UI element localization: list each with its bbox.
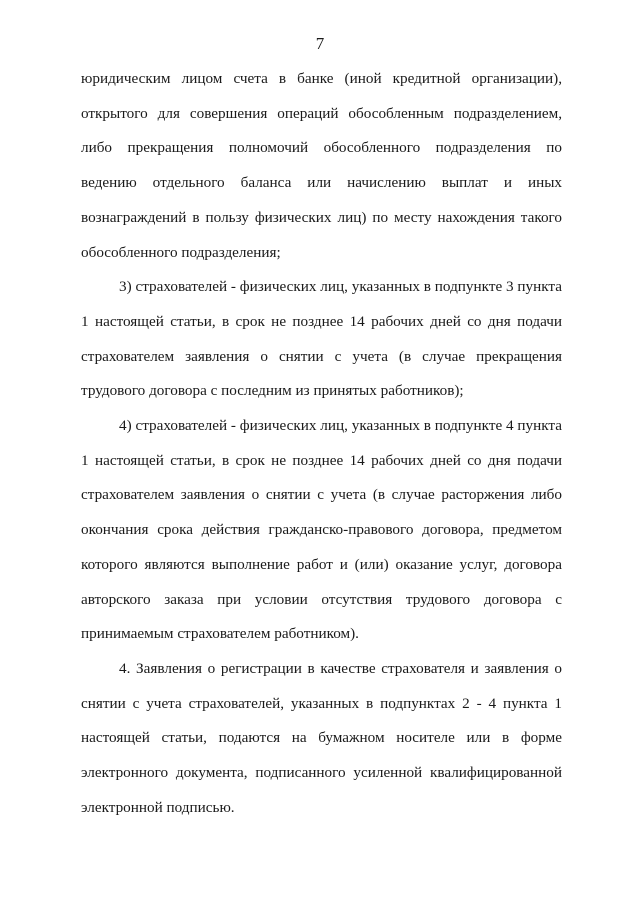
document-body xyxy=(81,62,562,825)
paragraph-continuation: юридическим лицом счета в банке (иной кредитной организации), открытого для совершения операций обособленным подразделением, либо прекращения полномочий обособленного подразделения по ведению отдельного баланса или начислению выплат и иных вознаграждений в пользу физических лиц) по месту нахождения такого обособленного подразделения; xyxy=(81,70,562,261)
paragraph-item-4: 4) страхователей - физических лиц, указанных в подпункте 4 пункта 1 настоящей статьи, в срок не позднее 14 рабочих дней со дня подачи страхователем заявления о снятии с учета (в случае расторжения либо окончания срока действия гражданско-правового договора, предметом которого являются выполнение работ и (или) оказание услуг, договора авторского заказа при условии отсутствия трудового договора с принимаемым страхователем работником). xyxy=(81,417,562,643)
paragraph-section-4: 4. Заявления о регистрации в качестве страхователя и заявления о снятии с учета страхователей, указанных в подпунктах 2 - 4 пункта 1 настоящей статьи, подаются на бумажном носителе или в форме электронного документа, подписанного усиленной квалифицированной электронной подписью. xyxy=(81,659,562,816)
page-number: 7 xyxy=(315,34,325,53)
paragraph-item-3: 3) страхователей - физических лиц, указанных в подпункте 3 пункта 1 настоящей статьи, в срок не позднее 14 рабочих дней со дня подачи страхователем заявления о снятии с учета (в случае прекращения трудового договора с последним из принятых работников); xyxy=(81,278,562,400)
